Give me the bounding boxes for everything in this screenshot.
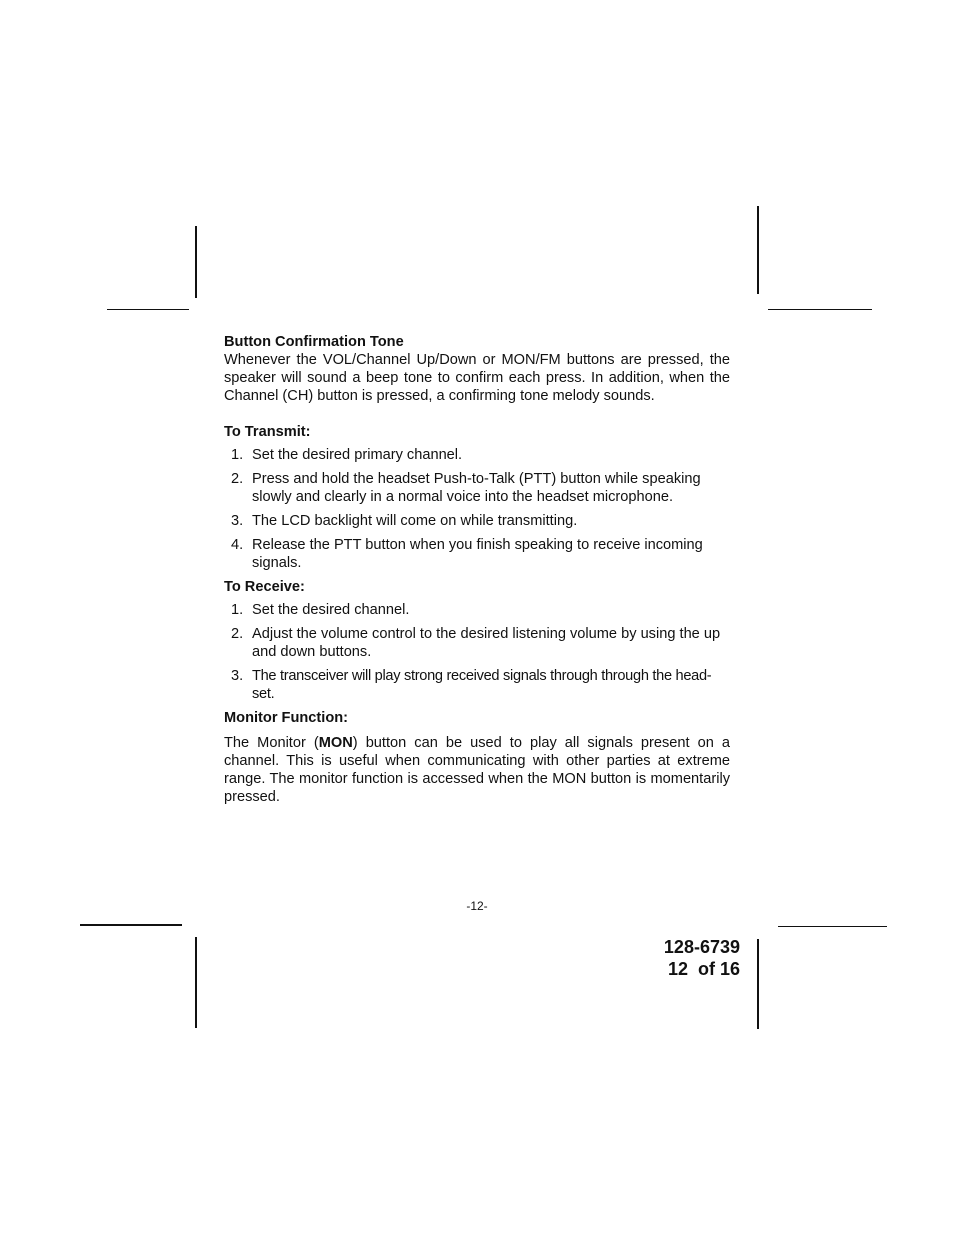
crop-mark-bottom-right-horizontal [778, 926, 887, 927]
list-item [224, 601, 730, 619]
step-text: The transceiver will play strong received signals through through the head-set. [252, 668, 712, 702]
step-text: The LCD backlight will come on while transmitting. [252, 513, 578, 529]
crop-mark-top-right-vertical [757, 206, 759, 294]
confirmation-tone-heading: Button Confirmation Tone [224, 334, 404, 350]
list-item [224, 446, 730, 464]
step-text: Press and hold the headset Push-to-Talk (PTT) button while speaking slowly and clearly in a normal voice into the headset microphone. [252, 471, 701, 505]
transmit-heading: To Transmit: [224, 424, 311, 440]
crop-mark-bottom-left-horizontal [80, 924, 182, 926]
page-of: 12 of 16 [667, 959, 740, 979]
crop-mark-top-left-horizontal [107, 309, 189, 310]
mon-button-name: MON [318, 735, 353, 751]
list-item [224, 470, 730, 506]
transmit-steps [224, 446, 730, 572]
step-number: 1. [231, 447, 244, 463]
receive-steps [224, 601, 730, 703]
crop-mark-bottom-left-vertical [195, 937, 197, 1028]
list-item [224, 536, 730, 572]
crop-mark-bottom-right-vertical [757, 939, 759, 1029]
step-text: Release the PTT button when you finish speaking to receive incoming signals. [252, 537, 703, 571]
step-number: 2. [231, 471, 244, 487]
step-text: Set the desired primary channel. [252, 447, 463, 463]
step-number: 4. [231, 537, 244, 553]
document-id [600, 936, 740, 980]
monitor-text-rest: ) button can be used to play all signals present on a channel. This is useful when communicating with other parties at extreme range. The monitor function is accessed when the MON button is momentarily pressed. [224, 735, 730, 805]
list-item [224, 625, 730, 661]
crop-mark-top-right-horizontal [768, 309, 872, 310]
step-number: 3. [231, 668, 244, 684]
doc-number: 128-6739 [663, 937, 740, 957]
step-text: Set the desired channel. [252, 602, 410, 618]
monitor-text-start: The Monitor ( [224, 735, 319, 751]
list-item [224, 512, 730, 530]
step-text: Adjust the volume control to the desired listening volume by using the up and down buttons. [252, 626, 721, 660]
step-number: 2. [231, 626, 244, 642]
crop-mark-top-left-vertical [195, 226, 197, 298]
list-item [224, 667, 730, 703]
manual-content [224, 333, 730, 806]
step-number: 3. [231, 513, 244, 529]
step-number: 1. [231, 602, 244, 618]
receive-heading: To Receive: [224, 579, 305, 595]
monitor-paragraph [224, 734, 730, 806]
page-number: -12- [466, 899, 488, 913]
confirmation-tone-paragraph: Whenever the VOL/Channel Up/Down or MON/FM buttons are pressed, the speaker will sound a beep tone to confirm each press. In addition, when the Channel (CH) button is pressed, a confirming tone melody sounds. [224, 352, 730, 404]
monitor-heading: Monitor Function: [224, 710, 349, 726]
